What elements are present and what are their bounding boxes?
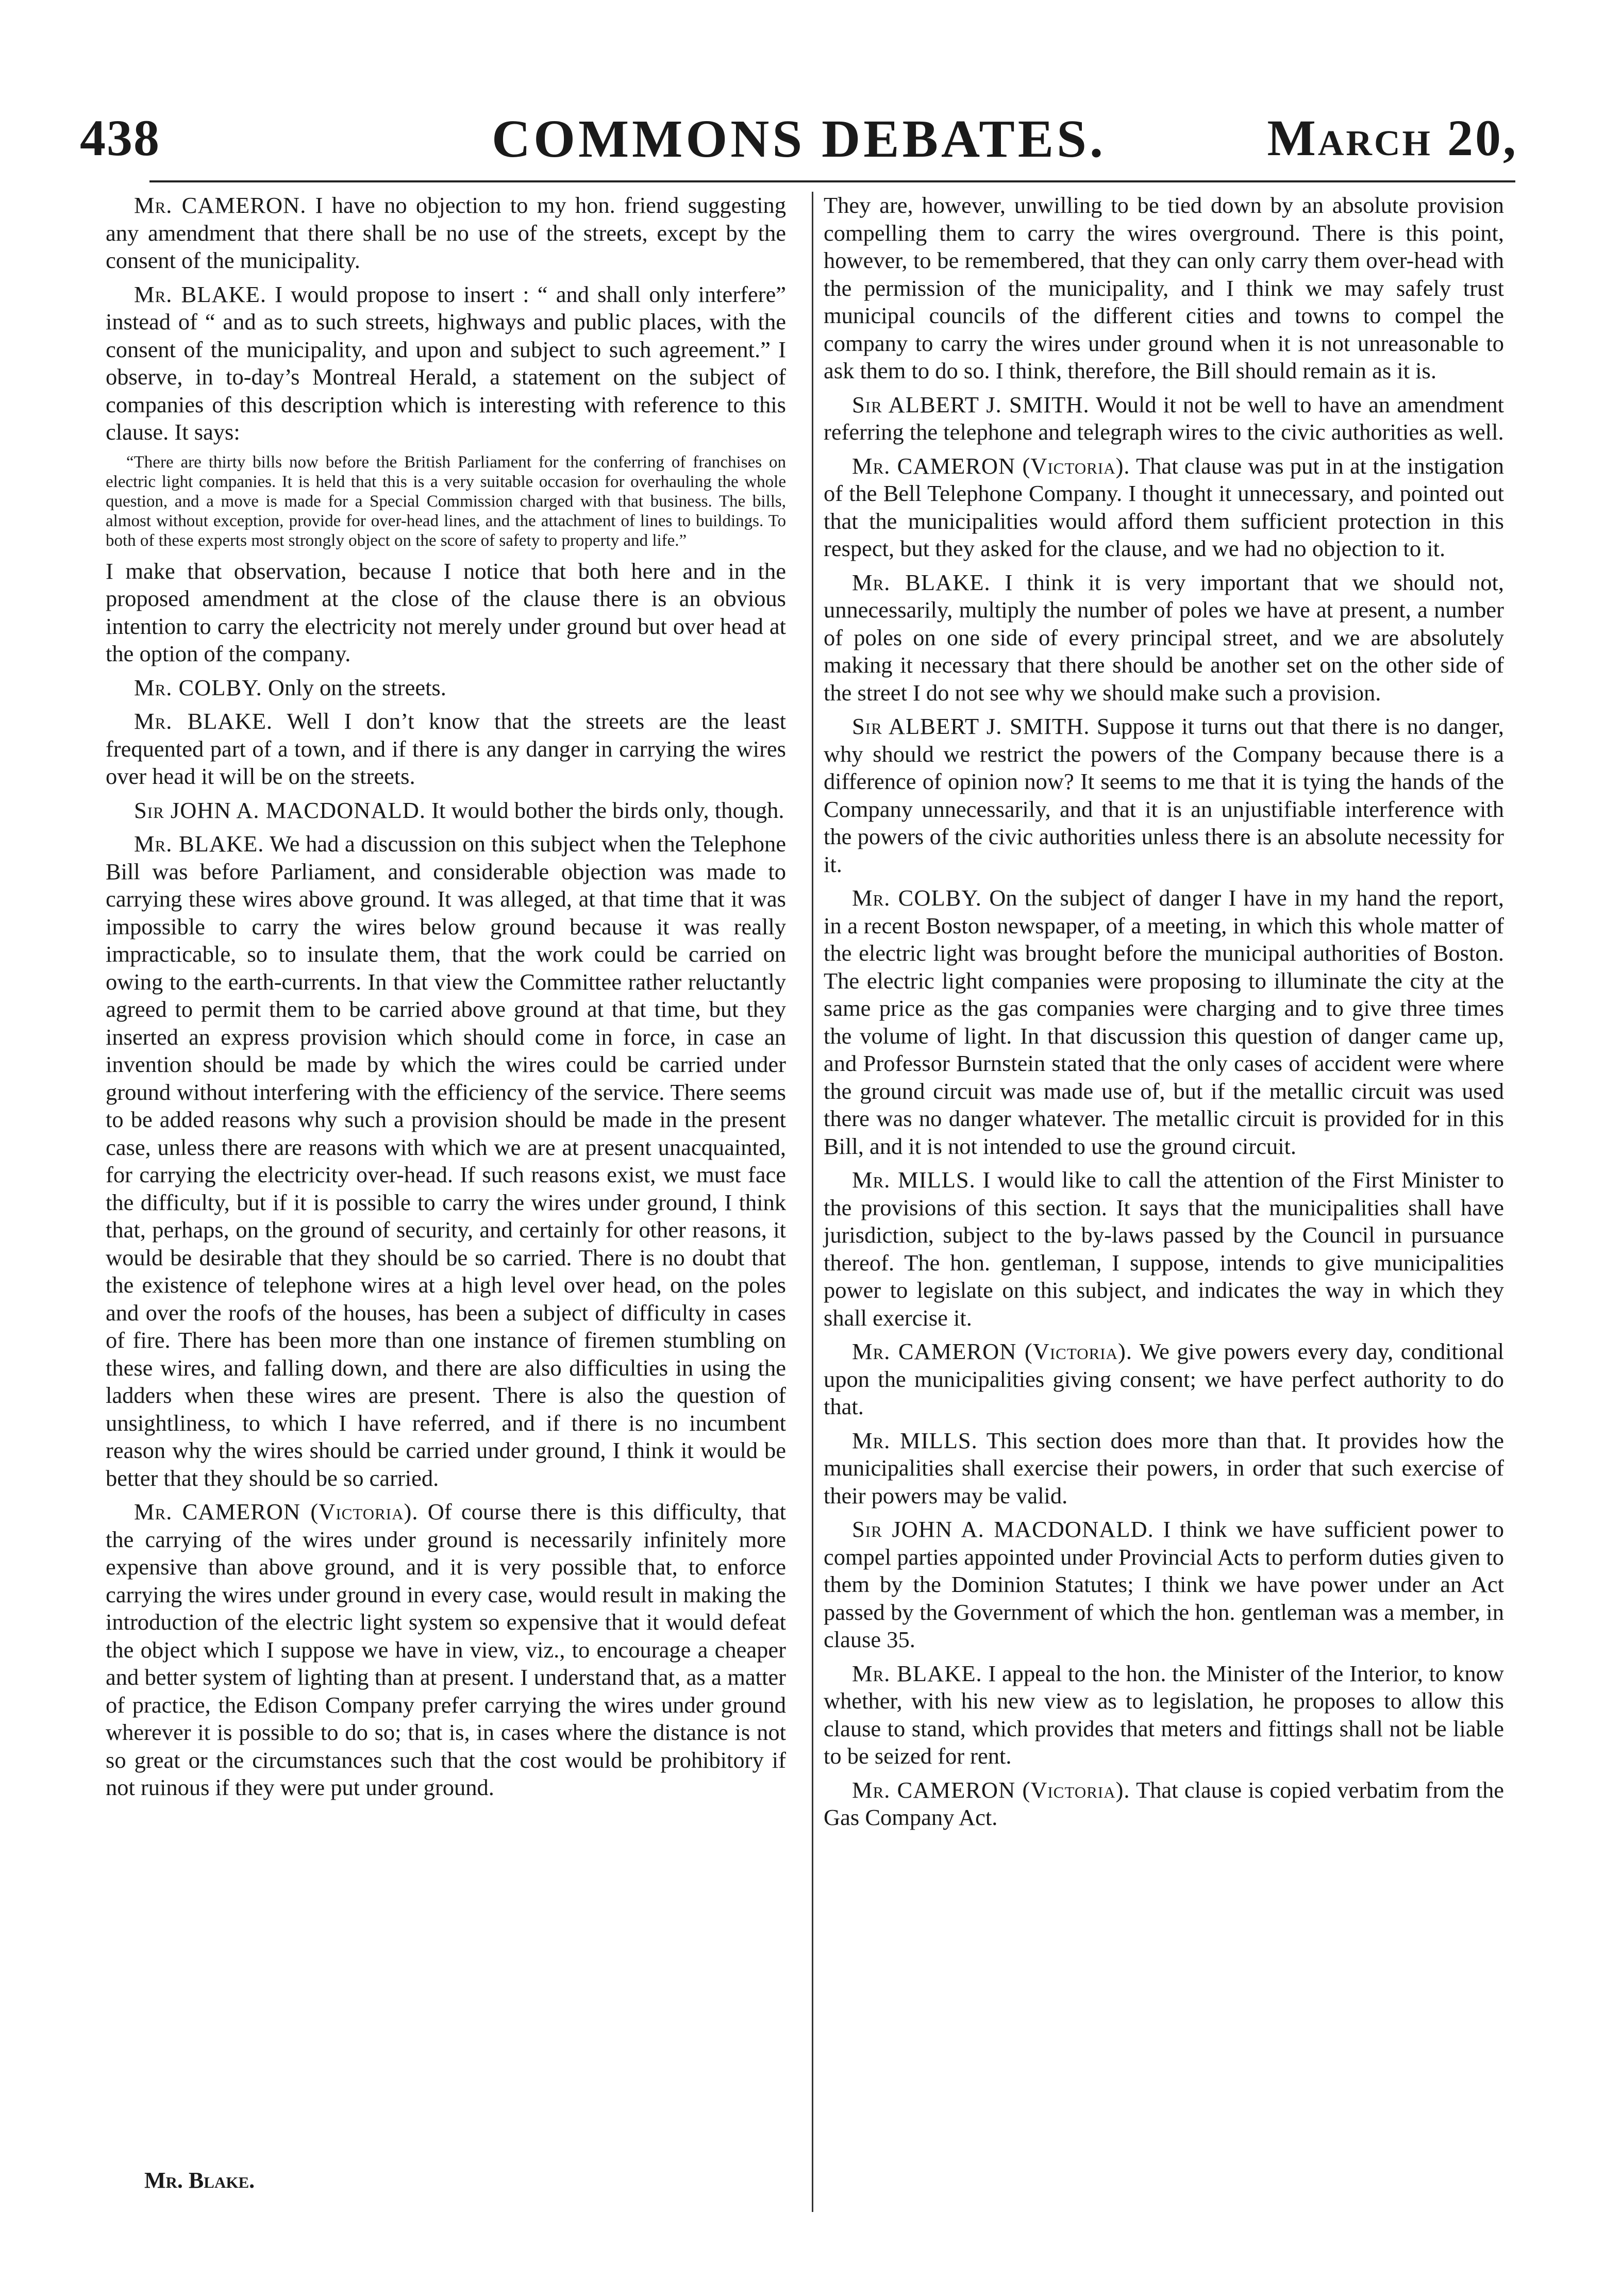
speaker-name: Mr. CAMERON (Victoria). (852, 453, 1130, 479)
speaker-name: Mr. CAMERON (Victoria). (852, 1338, 1132, 1364)
right-column (824, 192, 1504, 1838)
continued-paragraph: They are, however, unwilling to be tied down by an absolute provision compelling them to carry the wires overground. There is this point, however, to be remembered, that they can only carry them over-head with the permission of the municipality, and I think we may safely trust municipal councils of the different cities and towns to compel the company to carry the wires under ground when it is not unreasonable to ask them to do so. I think, therefore, the Bill should remain as it is. (824, 192, 1504, 383)
speech-text: I have no objection to my hon. friend suggesting any amendment that there shall be no use of the streets, except by the consent of the municipality. (106, 192, 786, 273)
quoted-passage: “There are thirty bills now before the British Parliament for the conferring of franchises on electric light companies. It is held that this is a very suitable occasion for overhauling the whole question, and a move is made for a Special Commission charged with that business. The bills, almost without exception, provide for over-head lines, and the attachment of lines to buildings. To both of these experts most strongly object on the score of safety to property and life.” (106, 453, 786, 550)
speaker-name: Sir JOHN A. MACDONALD. (134, 797, 426, 823)
speech-text: It would bother the birds only, though. (426, 797, 784, 823)
page-header (80, 108, 1518, 170)
speech-text: Would it not be well to have an amendment referring the telephone and telegraph wires to the civic authorities as well. (824, 391, 1504, 445)
header-date: March 20, (1267, 109, 1518, 166)
speaker-name: Mr. CAMERON (Victoria). (852, 1777, 1130, 1803)
speaker-name: Mr. BLAKE. (134, 708, 273, 734)
continuation-label: Mr. Blake. (144, 2168, 255, 2193)
speech-paragraph (106, 830, 786, 1492)
speech-text: On the subject of danger I have in my hand the report, in a recent Boston newspaper, of a meeting, in which this whole matter of the electric light was brought before the municipal authorities of Boston. The electric light companies were proposing to illuminate the city at the same price as the gas companies were charging and to give three times the volume of light. In that discussion this question of danger came up, and Professor Burnstein stated that the only cases of accident were where the ground circuit was made use of, but if the metallic circuit was used there was no danger whatever. The metallic circuit is provided for in this Bill, and it is not intended to use the ground circuit. (824, 885, 1504, 1159)
speech-paragraph (824, 1427, 1504, 1510)
speech-paragraph (824, 1166, 1504, 1332)
speech-paragraph (106, 708, 786, 791)
speech-text: This section does more than that. It provides how the municipalities shall exercise their powers, in order that such exercise of their powers may be valid. (824, 1427, 1504, 1509)
speech-text: I appeal to the hon. the Minister of the Interior, to know whether, with his new view as to legislation, he proposes to allow this clause to stand, which provides that meters and fittings shall not be liable to be seized for rent. (824, 1660, 1504, 1769)
speech-paragraph (106, 1498, 786, 1802)
speech-text: Well I don’t know that the streets are the least frequented part of a town, and if there is any danger in carrying the wires over head it will be on the streets. (106, 708, 786, 789)
speech-text: I think we have sufficient power to compel parties appointed under Provincial Acts to perform duties given to them by the Dominion Statutes; I think we have power under an Act passed by the Government of which the hon. gentleman was a member, in clause 35. (824, 1516, 1504, 1652)
speaker-name: Sir ALBERT J. SMITH. (852, 713, 1090, 739)
speaker-name: Mr. COLBY. (134, 674, 262, 700)
speech-paragraph (824, 1338, 1504, 1421)
speaker-name: Mr. CAMERON. (134, 192, 307, 218)
speech-text: That clause is copied verbatim from the Gas Company Act. (824, 1777, 1504, 1830)
speech-paragraph (824, 1516, 1504, 1654)
speaker-name: Mr. BLAKE. (852, 569, 991, 595)
speech-text: Of course there is this difficulty, that the carrying of the wires under ground is necessarily infinitely more expensive than above ground, and it is very possible that, to enforce carrying the wires under ground in every case, would result in making the introduction of the electric light system so expensive that it would defeat the object which I suppose we have in view, viz., to encourage a cheaper and better system of lighting than at present. I understand that, as a matter of practice, the Edison Company prefer carrying the wires under ground wherever it is possible to do so; that is, in cases where the distance is not so great or the circumstances such that the cost would be prohibitory if not ruinous if they were put under ground. (106, 1499, 786, 1800)
speech-text: That clause was put in at the instigation of the Bell Telephone Company. I thought it unnecessary, and pointed out that the municipalities would afford them sufficient protection in this respect, but they asked for the clause, and we had no objection to it. (824, 453, 1504, 561)
speech-paragraph (106, 192, 786, 275)
speech-paragraph (824, 453, 1504, 563)
speech-paragraph (824, 569, 1504, 707)
speech-text: Only on the streets. (262, 674, 446, 700)
speaker-name: Mr. MILLS. (852, 1167, 976, 1193)
speech-paragraph (824, 1660, 1504, 1770)
speaker-name: Mr. BLAKE. (134, 831, 264, 857)
speaker-name: Mr. COLBY. (852, 885, 982, 911)
speaker-name: Sir ALBERT J. SMITH. (852, 391, 1090, 417)
speech-paragraph (106, 281, 786, 446)
continued-paragraph: I make that observation, because I notice that both here and in the proposed amendment at the close of the clause there is an obvious intention to carry the electricity not merely under ground but over head at the option of the company. (106, 558, 786, 666)
speech-text: I think it is very important that we should not, unnecessarily, multiply the number of poles we have at present, a number of poles on one side of every principal street, and we are absolutely making it necessary that there should be another set on the other side of the street I do not see why we should make such a provision. (824, 569, 1504, 706)
speech-text: We had a discussion on this subject when the Telephone Bill was before Parliament, and considerable objection was made to carrying these wires above ground. It was alleged, at that time that it was impossible to carry the wires below ground because it was really impracticable, so to insulate them, that the work could be carried on owing to the earth-currents. In that view the Committee rather reluctantly agreed to permit them to be carried above ground at that time, but they inserted an express provision which should come in force, in case an invention should be made by which the wires could be carried under ground without interfering with the efficiency of the service. There seems to be added reasons why such a provision should be made in the present case, unless there are reasons with which we are at present unacquainted, for carrying the electricity over-head. If such reasons exist, we must face the difficulty, but if it is possible to carry the wires under ground, I think that, perhaps, on the ground of security, and certainly for other reasons, it would be desirable that they should be so carried. There is no doubt that the existence of telephone wires at a high level over head, on the poles and over the roofs of the houses, has been a subject of difficulty in cases of fire. There has been more than one instance of firemen stumbling on these wires, and falling down, and there are also difficulties in using the ladders when these wires are present. There is also the question of unsightliness, to which I have referred, and if there is no incumbent reason why the wires should be carried under ground, I think it would be better that they should be so carried. (106, 831, 786, 1491)
speech-text: We give powers every day, conditional upon the municipalities giving consent; we have perfect authority to do that. (824, 1338, 1504, 1419)
speech-text: I would propose to insert : “ and shall only interfere” instead of “ and as to such streets, highways and public places, with the consent of the municipality, and upon and subject to such agreement.” I observe, in to-day’s Montreal Herald, a statement on the subject of companies of this description which is interesting with reference to this clause. It says: (106, 281, 786, 445)
speaker-name: Mr. CAMERON (Victoria). (134, 1499, 419, 1524)
speaker-name: Sir JOHN A. MACDONALD. (852, 1516, 1154, 1542)
page-number: 438 (80, 109, 160, 166)
speech-paragraph (106, 797, 786, 825)
speech-paragraph (824, 1777, 1504, 1832)
speech-paragraph (824, 713, 1504, 878)
speech-text: I would like to call the attention of the First Minister to the provisions of this section. It says that the municipalities shall have jurisdiction, subject to the by-laws passed by the Council in pursuance thereof. The hon. gentleman, I suppose, intends to give municipalities power to legislate on this subject, and indicates the way in which they shall exercise it. (824, 1167, 1504, 1331)
speaker-name: Mr. MILLS. (852, 1427, 978, 1453)
speaker-name: Mr. BLAKE. (852, 1660, 982, 1686)
speech-paragraph (824, 884, 1504, 1160)
column-divider (812, 192, 813, 2212)
speech-paragraph (824, 391, 1504, 446)
speech-text: Suppose it turns out that there is no danger, why should we restrict the powers of the Company because there is a difference of opinion now? It seems to me that it is tying the hands of the Company unnecessarily, and that it is an unjustifiable interference with the powers of the civic authorities unless there is an absolute necessity for it. (824, 713, 1504, 877)
left-column (106, 192, 786, 1808)
running-title: COMMONS DEBATES. (492, 109, 1106, 169)
speech-paragraph (106, 674, 786, 702)
speaker-name: Mr. BLAKE. (134, 281, 266, 307)
header-rule (149, 180, 1515, 182)
